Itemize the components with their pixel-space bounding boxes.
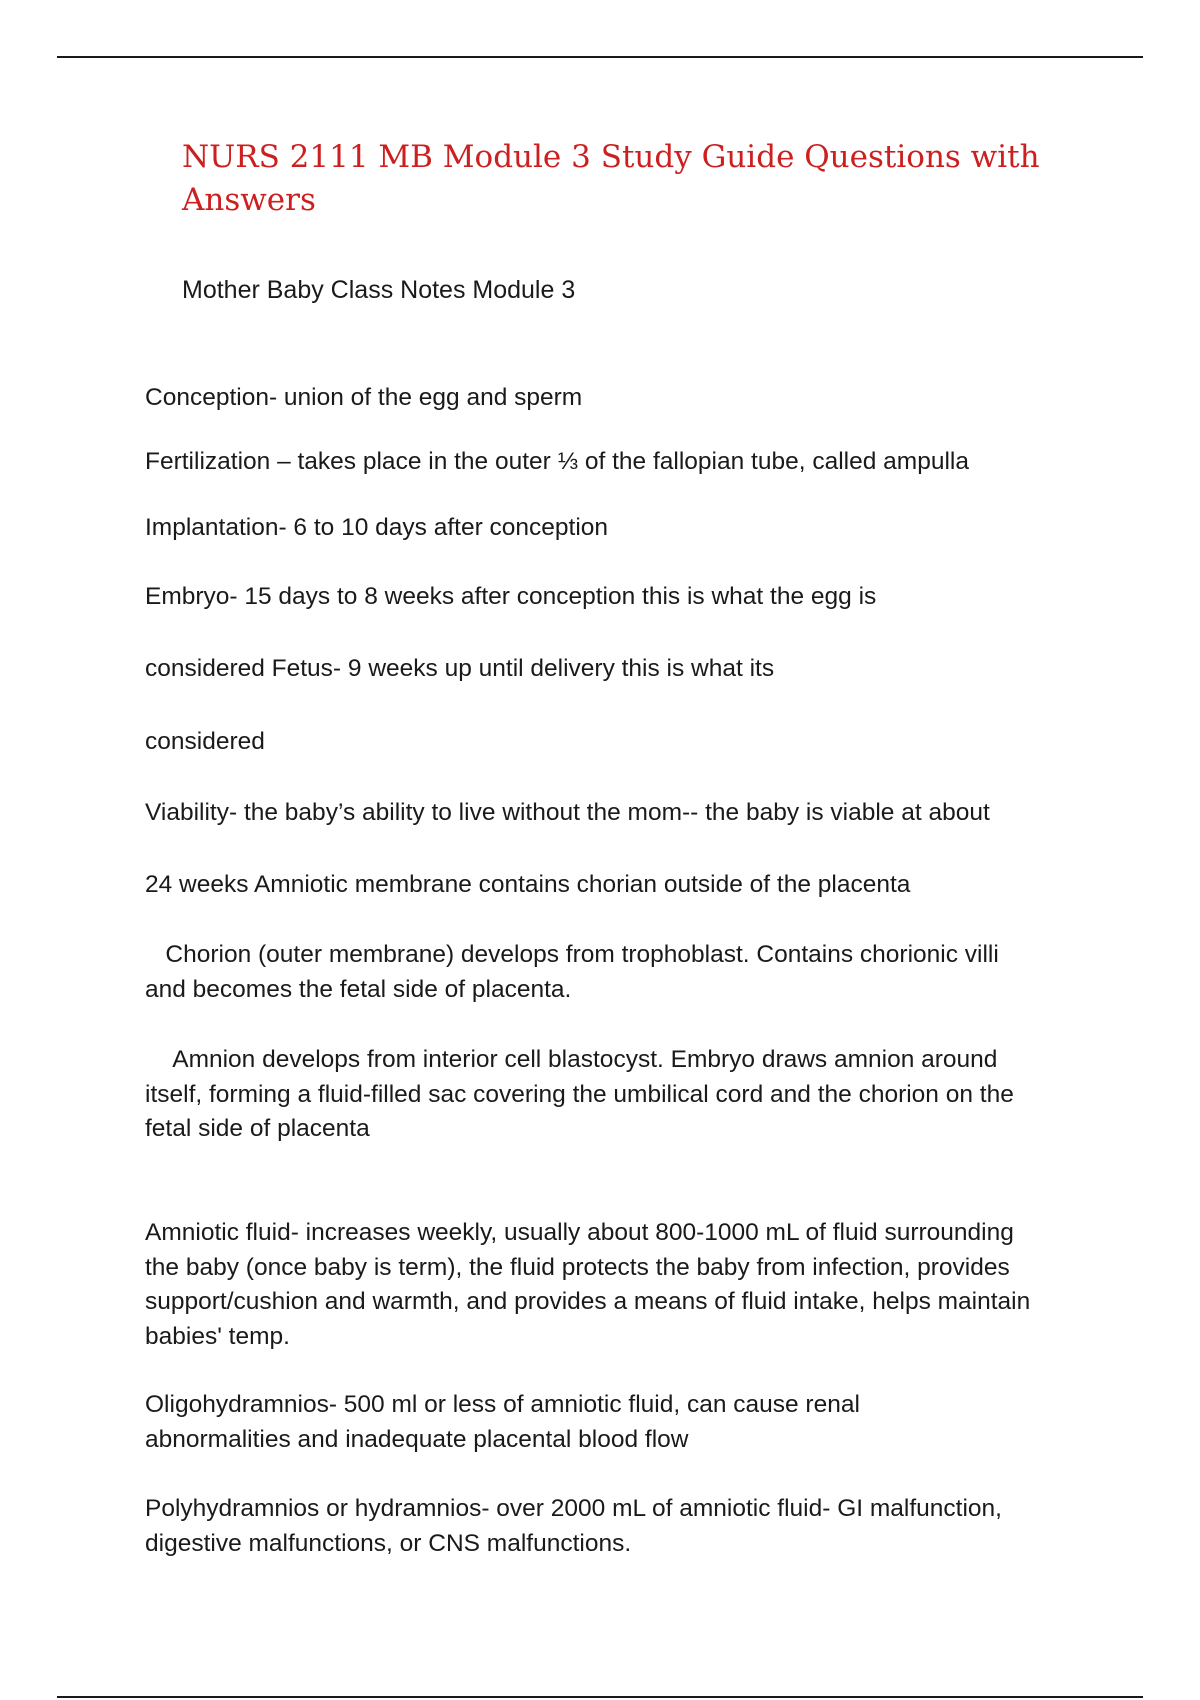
note-embryo: Embryo- 15 days to 8 weeks after conception this is what the egg is: [145, 583, 877, 610]
document-subtitle: Mother Baby Class Notes Module 3: [182, 276, 576, 304]
note-implantation: Implantation- 6 to 10 days after conception: [145, 514, 609, 541]
note-viability: Viability- the baby’s ability to live without the mom-- the baby is viable at about: [145, 799, 990, 826]
note-fetus: considered Fetus- 9 weeks up until delivery this is what its: [145, 655, 775, 682]
note-amniotic-membrane: 24 weeks Amniotic membrane contains chorian outside of the placenta: [145, 871, 911, 898]
note-conception: Conception- union of the egg and sperm: [145, 384, 583, 411]
document-title: NURS 2111 MB Module 3 Study Guide Questions with Answers: [182, 139, 1040, 218]
note-fertilization: Fertilization – takes place in the outer ⅓ of the fallopian tube, called ampulla: [145, 448, 969, 475]
top-divider: [57, 56, 1143, 58]
note-amnion: Amnion develops from interior cell blastocyst. Embryo draws amnion around itself, forming a fluid-filled sac covering the umbilical cord and the chorion on the fetal side of placenta: [145, 1046, 1014, 1142]
note-chorion: Chorion (outer membrane) develops from trophoblast. Contains chorionic villi and becomes the fetal side of placenta.: [145, 941, 999, 1003]
note-polyhydramnios: Polyhydramnios or hydramnios- over 2000 mL of amniotic fluid- GI malfunction, digestive malfunctions, or CNS malfunctions.: [145, 1495, 1002, 1557]
bottom-divider: [57, 1696, 1143, 1698]
note-oligohydramnios: Oligohydramnios- 500 ml or less of amniotic fluid, can cause renal abnormalities and inadequate placental blood flow: [145, 1391, 860, 1453]
note-amniotic-fluid: Amniotic fluid- increases weekly, usually about 800-1000 mL of fluid surrounding the baby (once baby is term), the fluid protects the baby from infection, provides support/cushion and warmth, and provides a means of fluid intake, helps maintain babies' temp.: [145, 1219, 1031, 1350]
note-fetus-continued: considered: [145, 728, 265, 755]
